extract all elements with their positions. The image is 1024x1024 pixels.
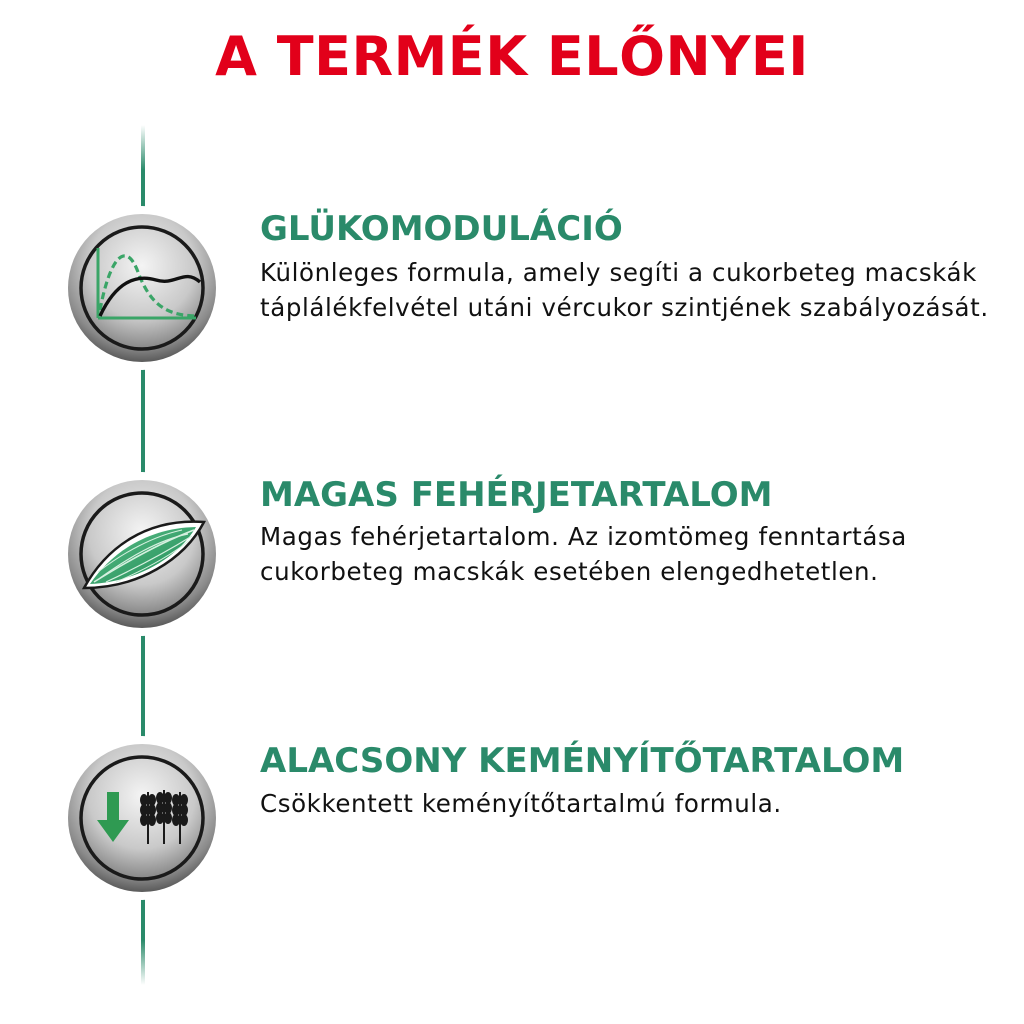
reduced-grain-icon <box>66 742 218 894</box>
feature-description-glucomodulation: Különleges formula, amely segíti a cukorbeteg macskák táplálékfelvétel utáni vércukor szintjének szabályozását. <box>260 258 989 322</box>
glucose-curve-icon <box>66 212 218 364</box>
feature-title-high-protein: MAGAS FEHÉRJETARTALOM <box>260 475 773 515</box>
feature-title-glucomodulation: GLÜKOMODULÁCIÓ <box>260 209 623 249</box>
feature-description-high-protein: Magas fehérjetartalom. Az izomtömeg fenntartása cukorbeteg macskák esetében elengedhetetlen. <box>260 522 907 586</box>
muscle-fiber-icon <box>66 478 218 630</box>
feature-title-low-starch: ALACSONY KEMÉNYÍTŐTARTALOM <box>260 741 905 781</box>
page-title: A TERMÉK ELŐNYEI <box>215 25 809 88</box>
feature-description-low-starch: Csökkentett keményítőtartalmú formula. <box>260 789 782 818</box>
